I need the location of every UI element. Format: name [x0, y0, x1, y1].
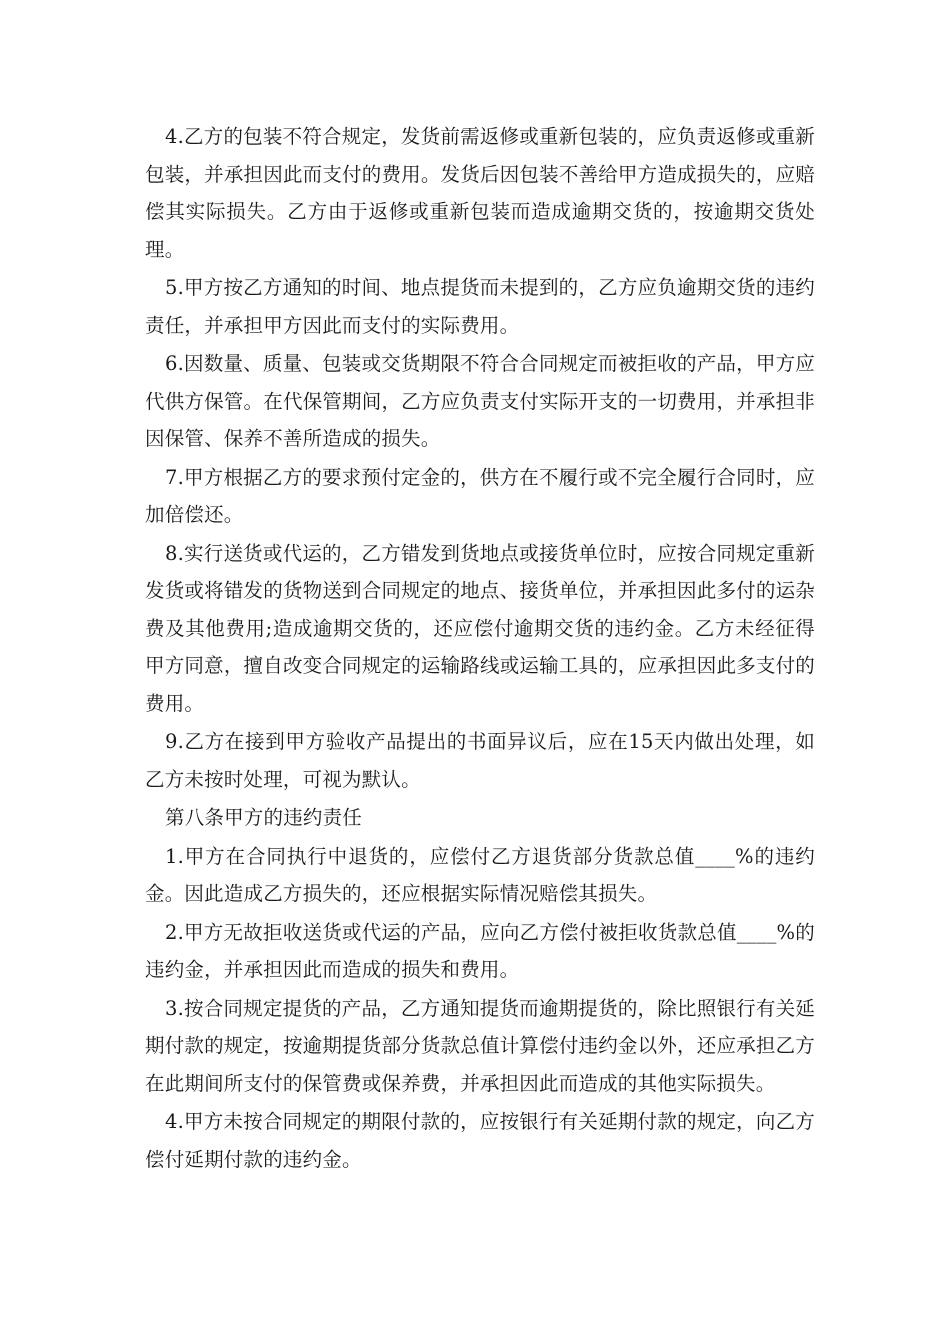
clause-paragraph: 9.乙方在接到甲方验收产品提出的书面异议后，应在15天内做出处理，如乙方未按时处理，可视为默认。	[145, 730, 815, 791]
clause-paragraph: 7.甲方根据乙方的要求预付定金的，供方在不履行或不完全履行合同时，应加倍偿还。	[145, 465, 815, 526]
clause-paragraph: 4.甲方未按合同规定的期限付款的，应按银行有关延期付款的规定，向乙方偿付延期付款的违约金。	[145, 1110, 815, 1171]
clause-paragraph: 6.因数量、质量、包装或交货期限不符合合同规定而被拒收的产品，甲方应代供方保管。在代保管期间，乙方应负责支付实际开支的一切费用，并承担非因保管、保养不善所造成的损失。	[145, 352, 815, 450]
document-body	[145, 118, 815, 1179]
clause-paragraph: 1.甲方在合同执行中退货的，应偿付乙方退货部分货款总值____%的违约金。因此造成乙方损失的，还应根据实际情况赔偿其损失。	[145, 844, 815, 905]
clause-paragraph: 5.甲方按乙方通知的时间、地点提货而未提到的，乙方应负逾期交货的违约责任，并承担甲方因此而支付的实际费用。	[145, 276, 815, 337]
clause-paragraph: 3.按合同规定提货的产品，乙方通知提货而逾期提货的，除比照银行有关延期付款的规定，按逾期提货部分货款总值计算偿付违约金以外，还应承担乙方在此期间所支付的保管费或保养费，并承担因此而造成的其他实际损失。	[145, 996, 815, 1095]
clause-paragraph: 2.甲方无故拒收送货或代运的产品，应向乙方偿付被拒收货款总值____%的违约金，并承担因此而造成的损失和费用。	[145, 920, 815, 981]
article-heading: 第八条甲方的违约责任	[165, 806, 363, 829]
clause-paragraph: 8.实行送货或代运的，乙方错发到货地点或接货单位时，应按合同规定重新发货或将错发的货物送到合同规定的地点、接货单位，并承担因此多付的运杂费及其他费用;造成逾期交货的，还应偿付逾期交货的违约金。乙方未经征得甲方同意，擅自改变合同规定的运输路线或运输工具的，应承担因此多支付的费用。	[145, 541, 815, 715]
clause-paragraph: 4.乙方的包装不符合规定，发货前需返修或重新包装的，应负责返修或重新包装，并承担因此而支付的费用。发货后因包装不善给甲方造成损失的，应赔偿其实际损失。乙方由于返修或重新包装而造成逾期交货的，按逾期交货处理。	[145, 125, 815, 261]
